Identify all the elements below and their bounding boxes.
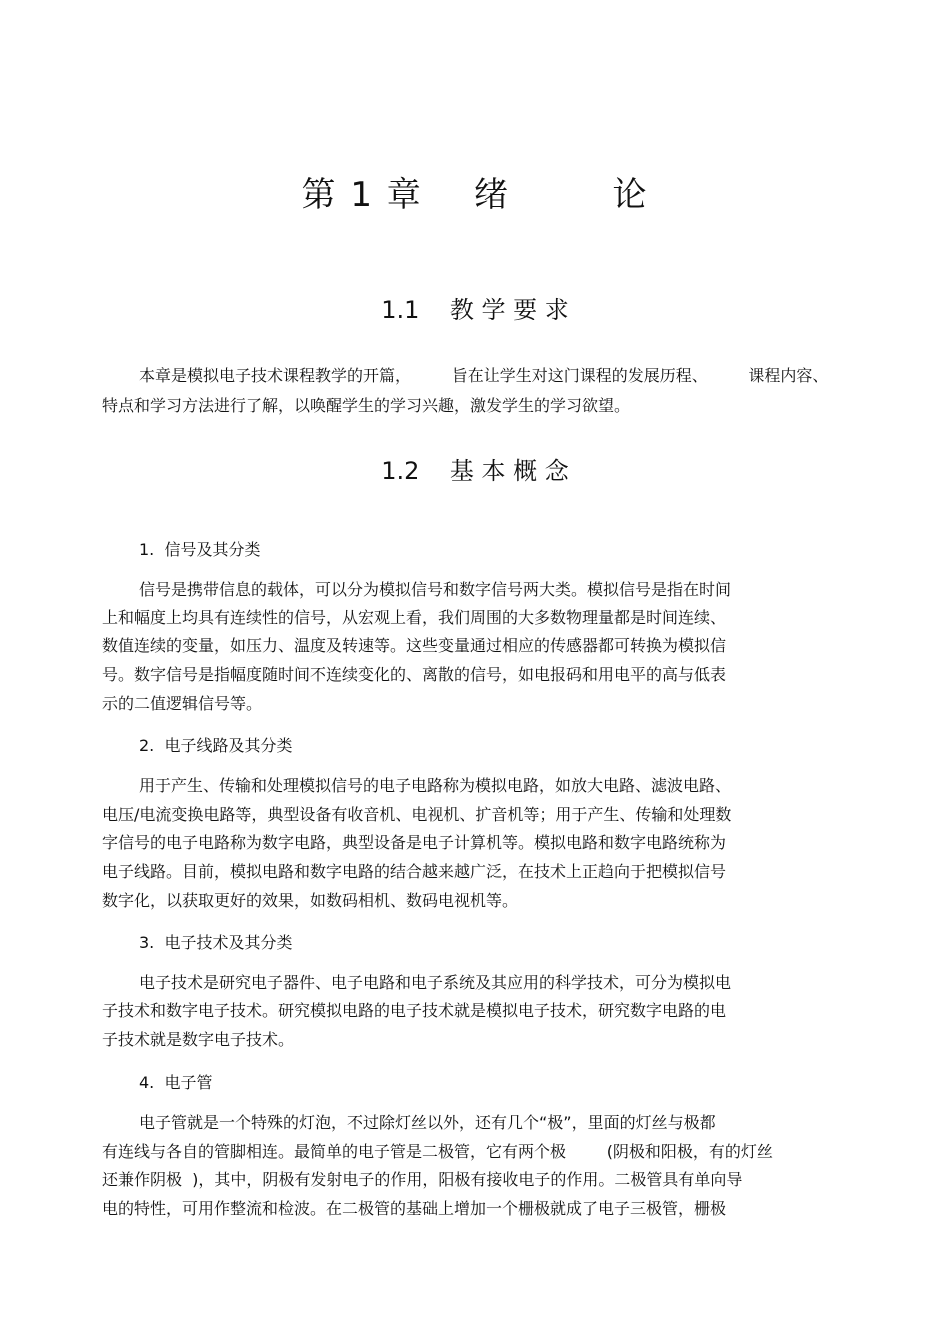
subsection-title: 1. 信号及其分类 (139, 540, 261, 559)
paragraph-line: 电的特性，可用作整流和检波。在二极管的基础上增加一个栅极就成了电子三极管，栅极 (102, 1199, 727, 1218)
paragraph-line: 本章是模拟电子技术课程教学的开篇， 旨在让学生对这门课程的发展历程、 课程内容、 (139, 366, 829, 385)
paragraph-line: 子技术就是数字电子技术。 (102, 1030, 295, 1049)
paragraph-line: 子技术和数字电子技术。研究模拟电路的电子技术就是模拟电子技术，研究数字电路的电 (102, 1001, 727, 1020)
section-heading-basic-concepts: 1.2 基 本 概 念 (381, 457, 569, 485)
chapter-title: 第 1 章 绪 论 (301, 175, 649, 215)
paragraph-line: 上和幅度上均具有连续性的信号，从宏观上看，我们周围的大多数物理量都是时间连续、 (102, 608, 727, 627)
paragraph-line: 字信号的电子电路称为数字电路，典型设备是电子计算机等。模拟电路和数字电路统称为 (102, 833, 727, 852)
subsection-title: 2. 电子线路及其分类 (139, 736, 293, 755)
paragraph-line: 示的二值逻辑信号等。 (102, 694, 263, 713)
paragraph-line: 数值连续的变量，如压力、温度及转速等。这些变量通过相应的传感器都可转换为模拟信 (102, 636, 727, 655)
paragraph-line: 有连线与各自的管脚相连。最简单的电子管是二极管，它有两个极 (阴极和阳极，有的灯丝 (102, 1142, 773, 1161)
paragraph-line: 电压/电流变换电路等，典型设备有收音机、电视机、扩音机等；用于产生、传输和处理数 (102, 805, 732, 824)
paragraph-line: 特点和学习方法进行了解，以唤醒学生的学习兴趣，激发学生的学习欲望。 (102, 396, 631, 415)
paragraph-line: 电子线路。目前，模拟电路和数字电路的结合越来越广泛，在技术上正趋向于把模拟信号 (102, 862, 727, 881)
paragraph-line: 还兼作阴极 )，其中，阴极有发射电子的作用，阳极有接收电子的作用。二极管具有单向导 (102, 1170, 743, 1189)
paragraph-line: 数字化，以获取更好的效果，如数码相机、数码电视机等。 (102, 891, 519, 910)
subsection-title: 3. 电子技术及其分类 (139, 933, 293, 952)
subsection-title: 4. 电子管 (139, 1073, 213, 1092)
paragraph-line: 用于产生、传输和处理模拟信号的电子电路称为模拟电路，如放大电路、滤波电路、 (139, 776, 732, 795)
section-heading-teaching-requirements: 1.1 教 学 要 求 (381, 296, 569, 324)
paragraph-line: 电子技术是研究电子器件、电子电路和电子系统及其应用的科学技术，可分为模拟电 (139, 973, 732, 992)
paragraph-line: 信号是携带信息的载体，可以分为模拟信号和数字信号两大类。模拟信号是指在时间 (139, 580, 732, 599)
paragraph-line: 号。数字信号是指幅度随时间不连续变化的、离散的信号，如电报码和用电平的高与低表 (102, 665, 727, 684)
paragraph-line: 电子管就是一个特殊的灯泡，不过除灯丝以外，还有几个“极”，里面的灯丝与极都 (139, 1113, 716, 1132)
